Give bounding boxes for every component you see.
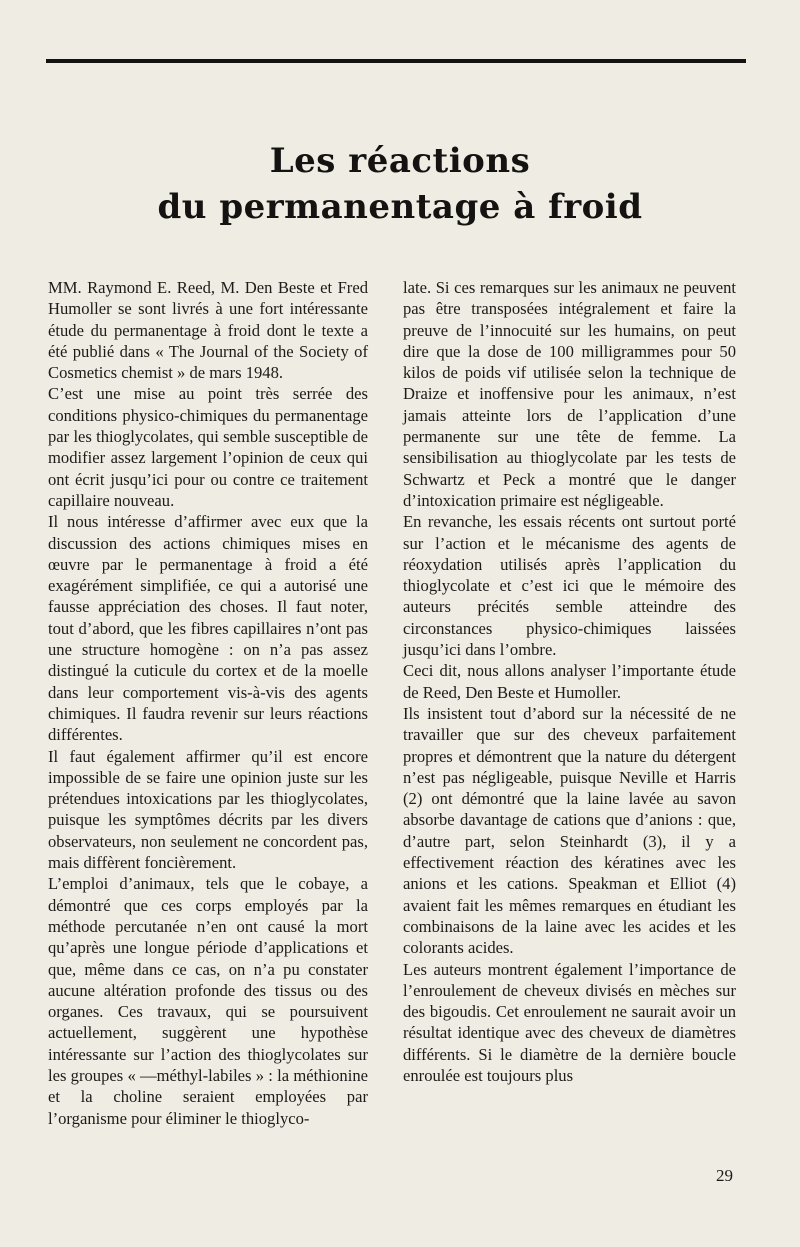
paragraph: Ils insistent tout d’abord sur la nécessité de ne travailler que sur des cheveux parfaitement propres et démontrent que la nature du détergent n’est pas négligeable, puisque Neville et Harris (2) ont démontré que la laine lavée au savon absorbe davantage de cations que d’anions : que, d’autre part, selon Steinhardt (3), il y a effectivement réaction des kératines avec les anions et les cations. Speakman et Elliot (4) avaient fait les mêmes remarques en étudiant les combinaisons de la laine avec les acides et les colorants acides.	[403, 703, 736, 958]
paragraph: Il faut également affirmer qu’il est encore impossible de se faire une opinion juste sur les prétendues intoxications par les thioglycolates, puisque les symptômes décrits par les divers observateurs, non seulement ne concordent pas, mais diffèrent foncièrement.	[48, 746, 368, 873]
paragraph: Ceci dit, nous allons analyser l’importante étude de Reed, Den Beste et Humoller.	[403, 661, 736, 702]
page-number: 29	[716, 1166, 733, 1185]
paragraph: MM. Raymond E. Reed, M. Den Beste et Fred Humoller se sont livrés à une fort intéressante étude du permanentage à froid dont le texte a été publié dans « The Journal of the Society of Cosmetics chemist » de mars 1948.	[48, 278, 368, 383]
top-rule	[46, 59, 746, 63]
paragraph: late. Si ces remarques sur les animaux ne peuvent pas être transposées intégralement et faire la preuve de l’innocuité sur les humains, on peut dire que la dose de 100 milligrammes pour 50 kilos de poids vif utilisée selon la technique de Draize et inoffensive pour les animaux, n’est jamais atteinte lors de l’application d’une permanente sur une tête de femme. La sensibilisation au thioglycolate par les tests de Schwartz et Peck a montré que le danger d’intoxication primaire est négligeable.	[403, 278, 736, 510]
paragraph: C’est une mise au point très serrée des conditions physico-chimiques du permanentage par les thioglycolates, qui semble susceptible de modifier assez largement l’opinion de ceux qui ont écrit jusqu’ici pour ou contre ce traitement capillaire nouveau.	[48, 384, 368, 510]
right-column	[403, 277, 736, 1086]
paragraph: En revanche, les essais récents ont surtout porté sur l’action et le mécanisme des agents de réoxydation utilisés après l’application du thioglycolate et c’est ici que le mémoire des auteurs précités semble atteindre des circonstances physico-chimiques laissées jusqu’ici dans l’ombre.	[403, 512, 736, 660]
paragraph: L’emploi d’animaux, tels que le cobaye, a démontré que ces corps employés par la méthode percutanée n’en ont causé la mort qu’après une longue période d’applications et que, même dans ce cas, on n’a pu constater aucune altération profonde des tissus ou des organes. Ces travaux, qui se poursuivent actuellement, suggèrent une hypothèse intéressante sur l’action des thioglycolates sur les groupes « —méthyl-labiles » : la méthionine et la choline seraient employées par l’organisme pour éliminer le thioglyco-	[48, 874, 368, 1128]
left-column	[48, 277, 368, 1129]
paragraph: Il nous intéresse d’affirmer avec eux que la discussion des actions chimiques mises en œuvre par le permanentage à froid a été exagérément simplifiée, ce qui a autorisé une fausse appréciation des choses. Il faut noter, tout d’abord, que les fibres capillaires n’ont pas une structure homogène : on n’a pas assez distingué la cuticule du cortex et de la moelle dans leur comportement vis-à-vis des agents chimiques. Il faudra revenir sur leurs réactions différentes.	[48, 512, 368, 745]
article-title	[0, 138, 800, 230]
title-line-2: du permanentage à froid	[157, 187, 643, 227]
title-line-1: Les réactions	[269, 141, 531, 181]
paragraph: Les auteurs montrent également l’importance de l’enroulement de cheveux divisés en mèches sur des bigoudis. Cet enroulement ne saurait avoir un résultat identique avec des cheveux de diamètres différents. Si le diamètre de la dernière boucle enroulée est toujours plus	[403, 959, 736, 1085]
